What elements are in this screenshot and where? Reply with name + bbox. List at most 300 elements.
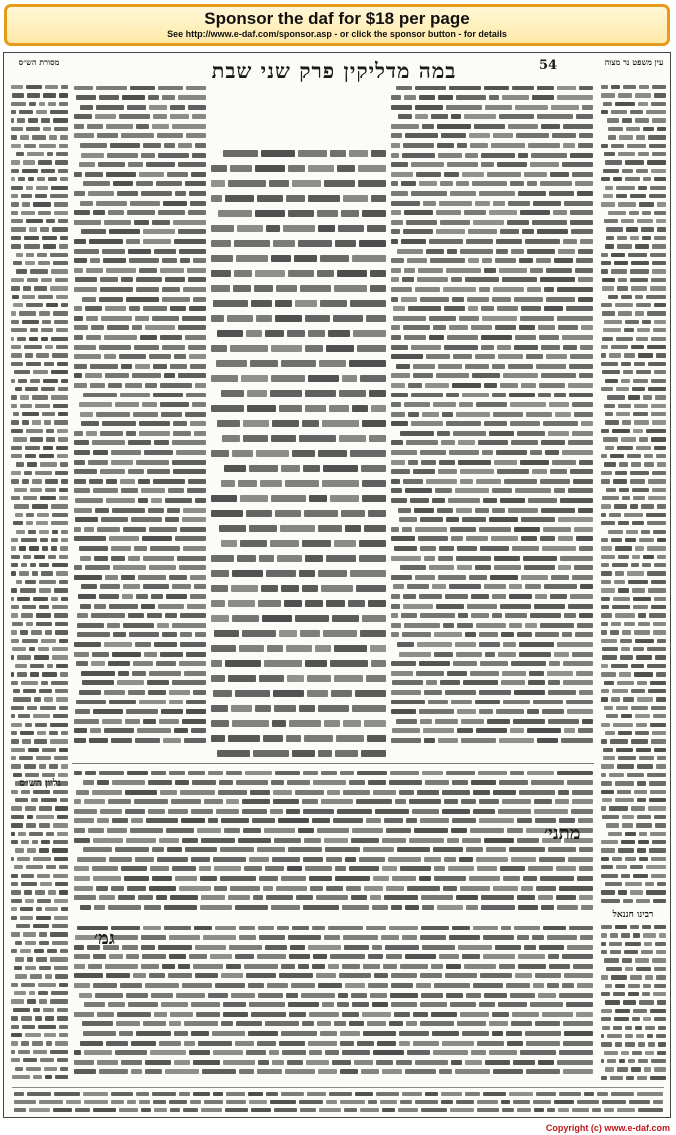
text-line — [72, 515, 207, 525]
text-line — [599, 150, 667, 158]
text-line — [599, 872, 667, 880]
text-line — [209, 700, 387, 715]
text-line — [599, 167, 667, 175]
text-line — [389, 467, 594, 477]
text-line — [72, 179, 207, 189]
mesoret-heading: מסורת הש״ס — [18, 57, 60, 67]
text-line — [72, 83, 207, 93]
text-line — [599, 957, 667, 965]
text-line — [72, 778, 594, 788]
text-line — [209, 160, 387, 175]
text-line — [9, 528, 69, 536]
text-line — [599, 410, 667, 418]
text-line — [389, 380, 594, 390]
text-line — [599, 603, 667, 611]
text-line — [9, 805, 69, 813]
text-line — [389, 707, 594, 717]
text-line — [9, 712, 69, 720]
text-line — [599, 393, 667, 401]
text-line — [72, 582, 207, 592]
text-line — [72, 313, 207, 323]
text-line — [599, 670, 667, 678]
text-line — [72, 438, 207, 448]
text-line — [72, 707, 207, 717]
text-line — [9, 1006, 69, 1014]
text-line — [72, 687, 207, 697]
gemara-marker: גמ׳ — [94, 928, 115, 949]
text-line — [599, 687, 667, 695]
text-line — [599, 637, 667, 645]
text-line — [72, 150, 207, 160]
text-line — [9, 830, 69, 838]
text-line — [389, 141, 594, 151]
text-line — [9, 242, 69, 250]
text-line — [209, 685, 387, 700]
text-line — [389, 649, 594, 659]
text-line — [599, 310, 667, 318]
text-line — [389, 524, 594, 534]
text-line — [9, 586, 69, 594]
text-line — [209, 730, 387, 745]
text-line — [72, 131, 207, 141]
text-line — [389, 496, 594, 506]
text-line — [389, 630, 594, 640]
text-line — [72, 208, 207, 218]
text-line — [12, 1106, 664, 1114]
text-line — [389, 323, 594, 333]
text-line — [72, 1000, 594, 1010]
text-line — [9, 972, 69, 980]
text-line — [209, 565, 387, 580]
text-line — [72, 668, 207, 678]
text-line — [72, 265, 207, 275]
text-line — [389, 601, 594, 611]
sponsor-subtitle[interactable]: See http://www.e-daf.com/sponsor.asp - or click the sponsor button - for details — [167, 29, 507, 39]
text-line — [72, 601, 207, 611]
text-line — [389, 160, 594, 170]
text-line — [599, 805, 667, 813]
text-line — [9, 435, 69, 443]
text-line — [389, 150, 594, 160]
text-line — [599, 570, 667, 578]
text-line — [72, 620, 207, 630]
text-line — [9, 863, 69, 871]
text-line — [209, 490, 387, 505]
text-line — [599, 528, 667, 536]
text-line — [72, 1009, 594, 1019]
text-line — [599, 1015, 667, 1023]
text-line — [599, 377, 667, 385]
text-line — [599, 326, 667, 334]
text-line — [9, 108, 69, 116]
text-line — [599, 519, 667, 527]
text-line — [389, 179, 594, 189]
text-line — [599, 721, 667, 729]
text-line — [9, 486, 69, 494]
text-line — [389, 265, 594, 275]
text-line — [599, 461, 667, 469]
text-line — [599, 754, 667, 762]
text-line — [9, 922, 69, 930]
text-line — [209, 595, 387, 610]
text-line — [9, 385, 69, 393]
text-line — [9, 889, 69, 897]
text-line — [599, 284, 667, 292]
text-line — [389, 716, 594, 726]
text-line — [9, 217, 69, 225]
text-line — [209, 475, 387, 490]
text-line — [72, 553, 207, 563]
text-line — [9, 763, 69, 771]
text-line — [599, 184, 667, 192]
text-line — [599, 990, 667, 998]
text-line — [599, 821, 667, 829]
text-line — [72, 1057, 594, 1067]
text-line — [389, 697, 594, 707]
text-line — [209, 280, 387, 295]
text-line — [389, 659, 594, 669]
text-line — [389, 208, 594, 218]
text-line — [72, 332, 207, 342]
text-line — [599, 948, 667, 956]
text-line — [9, 561, 69, 569]
text-line — [599, 83, 667, 91]
text-line — [9, 654, 69, 662]
text-line — [72, 735, 207, 745]
text-line — [9, 729, 69, 737]
text-line — [9, 578, 69, 586]
text-line — [9, 880, 69, 888]
text-line — [9, 461, 69, 469]
text-line — [9, 1014, 69, 1022]
text-line — [599, 1007, 667, 1015]
text-line — [599, 561, 667, 569]
rabbenu-chananel-text — [599, 923, 667, 1083]
text-line — [72, 826, 594, 836]
text-line — [599, 813, 667, 821]
text-line — [599, 133, 667, 141]
text-line — [389, 438, 594, 448]
text-line — [599, 662, 667, 670]
text-line — [599, 352, 667, 360]
text-line — [389, 284, 594, 294]
text-line — [9, 620, 69, 628]
text-line — [389, 515, 594, 525]
text-line — [9, 989, 69, 997]
text-line — [599, 209, 667, 217]
text-line — [72, 835, 594, 845]
text-line — [72, 639, 207, 649]
text-line — [9, 335, 69, 343]
text-line — [209, 340, 387, 355]
text-line — [599, 1074, 667, 1082]
text-line — [389, 591, 594, 601]
text-line — [9, 293, 69, 301]
text-line — [72, 380, 207, 390]
text-line — [72, 294, 207, 304]
text-line — [9, 754, 69, 762]
text-line — [9, 452, 69, 460]
text-line — [9, 444, 69, 452]
text-line — [599, 965, 667, 973]
text-line — [9, 603, 69, 611]
text-line — [9, 159, 69, 167]
text-line — [72, 630, 207, 640]
text-line — [9, 939, 69, 947]
text-line — [599, 746, 667, 754]
text-line — [72, 816, 594, 826]
text-line — [599, 242, 667, 250]
text-line — [9, 301, 69, 309]
page-number: 54 — [539, 58, 558, 73]
text-line — [9, 150, 69, 158]
text-line — [9, 192, 69, 200]
text-line — [72, 864, 594, 874]
text-line — [72, 275, 207, 285]
talmud-page — [3, 52, 671, 1118]
mishna-marker: מתני׳ — [544, 823, 581, 844]
text-line — [599, 779, 667, 787]
text-line — [599, 838, 667, 846]
text-line — [599, 612, 667, 620]
text-line — [389, 572, 594, 582]
text-line — [9, 117, 69, 125]
text-line — [389, 361, 594, 371]
text-line — [389, 342, 594, 352]
text-line — [599, 142, 667, 150]
sponsor-title[interactable]: Sponsor the daf for $18 per page — [204, 9, 470, 28]
text-line — [9, 251, 69, 259]
text-line — [72, 496, 207, 506]
text-line — [9, 637, 69, 645]
text-line — [72, 902, 594, 912]
text-line — [9, 872, 69, 880]
text-line — [599, 427, 667, 435]
text-line — [72, 971, 594, 981]
text-line — [72, 1038, 594, 1048]
text-line — [389, 476, 594, 486]
text-line — [389, 620, 594, 630]
text-line — [72, 726, 207, 736]
text-line — [599, 494, 667, 502]
text-line — [599, 192, 667, 200]
text-line — [72, 428, 207, 438]
text-line — [72, 102, 207, 112]
text-line — [9, 268, 69, 276]
text-line — [9, 645, 69, 653]
tosafot-continuation — [72, 923, 594, 1083]
text-line — [72, 121, 207, 131]
sponsor-banner[interactable] — [4, 4, 670, 46]
text-line — [72, 505, 207, 515]
text-line — [9, 1056, 69, 1064]
text-line — [9, 1065, 69, 1073]
text-line — [9, 1040, 69, 1048]
section-divider — [72, 763, 594, 764]
text-line — [9, 427, 69, 435]
text-line — [389, 189, 594, 199]
text-line — [389, 553, 594, 563]
text-line — [599, 276, 667, 284]
text-line — [209, 625, 387, 640]
text-line — [599, 788, 667, 796]
text-line — [209, 205, 387, 220]
text-line — [72, 1067, 594, 1077]
text-line — [9, 838, 69, 846]
text-line — [389, 687, 594, 697]
text-line — [599, 159, 667, 167]
text-line — [9, 326, 69, 334]
rabbenu-chananel-title: רבינו חננאל — [612, 910, 654, 920]
text-line — [209, 580, 387, 595]
text-line — [599, 318, 667, 326]
text-line — [209, 445, 387, 460]
text-line — [599, 486, 667, 494]
text-line — [599, 108, 667, 116]
text-line — [9, 100, 69, 108]
text-line — [9, 276, 69, 284]
text-line — [389, 639, 594, 649]
text-line — [72, 883, 594, 893]
text-line — [599, 620, 667, 628]
text-line — [389, 668, 594, 678]
text-line — [599, 268, 667, 276]
text-line — [599, 259, 667, 267]
text-line — [599, 360, 667, 368]
text-line — [389, 217, 594, 227]
text-line — [9, 184, 69, 192]
text-line — [599, 444, 667, 452]
text-line — [9, 133, 69, 141]
text-line — [72, 352, 207, 362]
text-line — [72, 942, 594, 952]
text-line — [599, 628, 667, 636]
text-line — [72, 572, 207, 582]
text-line — [9, 998, 69, 1006]
text-line — [599, 553, 667, 561]
text-line — [72, 390, 207, 400]
text-line — [599, 368, 667, 376]
text-line — [72, 246, 207, 256]
text-line — [389, 534, 594, 544]
text-line — [72, 874, 594, 884]
text-line — [599, 335, 667, 343]
text-line — [599, 511, 667, 519]
text-line — [389, 419, 594, 429]
text-line — [9, 897, 69, 905]
text-line — [209, 220, 387, 235]
text-line — [9, 536, 69, 544]
text-line — [209, 370, 387, 385]
text-line — [12, 1098, 664, 1106]
text-line — [72, 961, 594, 971]
text-line — [599, 385, 667, 393]
text-line — [389, 198, 594, 208]
text-line — [599, 897, 667, 905]
text-line — [599, 544, 667, 552]
text-line — [9, 310, 69, 318]
text-line — [72, 141, 207, 151]
text-line — [599, 923, 667, 931]
text-line — [72, 400, 207, 410]
text-line — [599, 654, 667, 662]
text-line — [9, 721, 69, 729]
text-line — [209, 655, 387, 670]
text-line — [599, 217, 667, 225]
rashi-commentary — [389, 83, 594, 753]
text-line — [9, 930, 69, 938]
text-line — [389, 246, 594, 256]
tosafot-commentary — [72, 83, 207, 753]
text-line — [72, 611, 207, 621]
text-line — [599, 982, 667, 990]
text-line — [599, 100, 667, 108]
text-line — [599, 1049, 667, 1057]
text-line — [599, 200, 667, 208]
text-line — [9, 796, 69, 804]
text-line — [9, 402, 69, 410]
text-line — [599, 712, 667, 720]
text-line — [599, 999, 667, 1007]
text-line — [209, 145, 387, 160]
text-line — [9, 125, 69, 133]
text-line — [599, 679, 667, 687]
text-line — [599, 763, 667, 771]
text-line — [9, 209, 69, 217]
text-line — [209, 295, 387, 310]
text-line — [9, 612, 69, 620]
gilyon-hashas-title: גליון הש״ס — [19, 778, 61, 789]
text-line — [209, 745, 387, 760]
text-line — [209, 235, 387, 250]
text-line — [599, 293, 667, 301]
text-line — [72, 563, 207, 573]
text-line — [72, 591, 207, 601]
text-line — [389, 121, 594, 131]
text-line — [389, 169, 594, 179]
text-line — [599, 1032, 667, 1040]
text-line — [599, 402, 667, 410]
text-line — [72, 304, 207, 314]
text-line — [599, 586, 667, 594]
text-line — [72, 112, 207, 122]
text-line — [9, 142, 69, 150]
text-line — [599, 117, 667, 125]
text-line — [599, 419, 667, 427]
text-line — [599, 578, 667, 586]
text-line — [9, 956, 69, 964]
text-line — [9, 469, 69, 477]
text-line — [9, 360, 69, 368]
text-line — [209, 640, 387, 655]
text-line — [599, 863, 667, 871]
text-line — [9, 234, 69, 242]
copyright-notice[interactable]: Copyright (c) www.e-daf.com — [545, 1123, 670, 1133]
footnotes — [12, 1087, 664, 1115]
text-line — [389, 93, 594, 103]
text-line — [72, 981, 594, 991]
text-line — [389, 112, 594, 122]
text-line — [389, 735, 594, 745]
text-line — [599, 435, 667, 443]
text-line — [209, 610, 387, 625]
text-line — [389, 611, 594, 621]
text-line — [389, 390, 594, 400]
text-line — [389, 486, 594, 496]
text-line — [599, 830, 667, 838]
text-line — [9, 855, 69, 863]
text-line — [9, 662, 69, 670]
